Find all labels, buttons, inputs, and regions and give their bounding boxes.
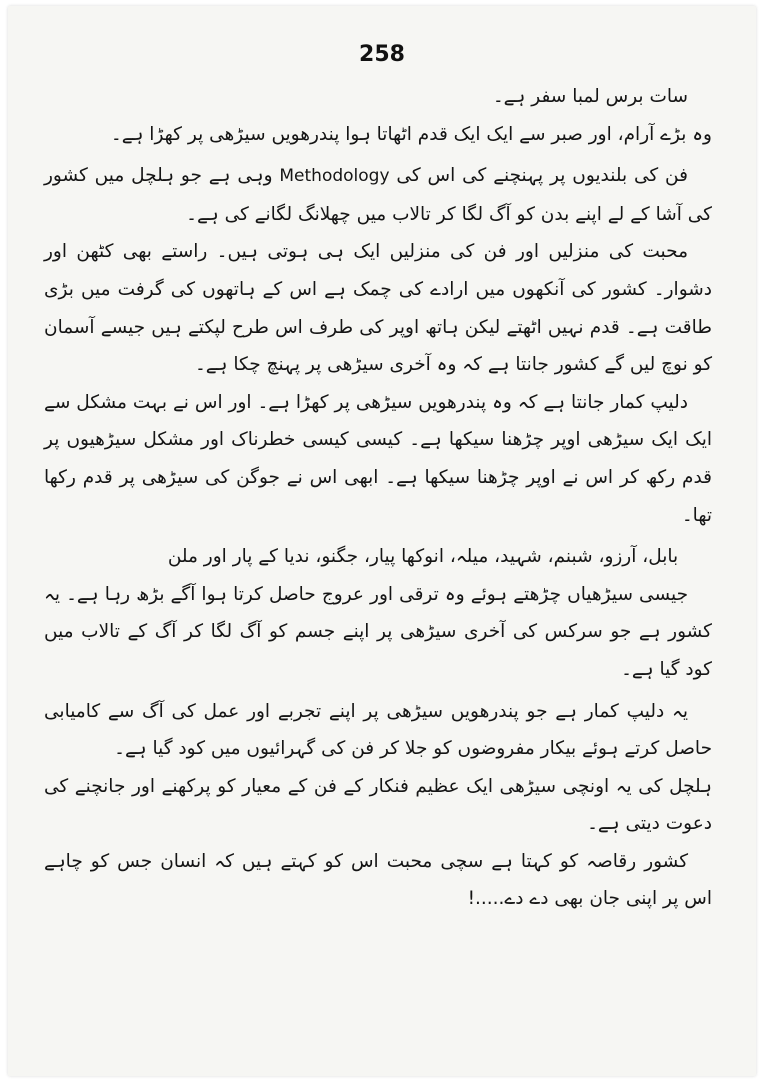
paragraph-1: سات برس لمبا سفر ہے۔ <box>492 86 688 107</box>
paragraph-9: ہلچل کی یہ اونچی سیڑھی ایک عظیم فنکار کے فن کے معیار کو پرکھنے اور جانچنے کی دعوت دیتی ہے۔ <box>44 775 712 835</box>
paragraph-3-part-3: وہی ہے جو ہلچل میں کشور کی آشا کے لے اپنے بدن کو آگ لگا کر تالاب میں چھلانگ لگانے کی ہے۔ <box>44 165 712 225</box>
paragraph-3-part-1: فن کی بلندیوں پر پہنچنے کی اس کی <box>389 165 688 187</box>
paragraph-8: یہ دلیپ کمار ہے جو پندرھویں سیڑھی پر اپنے تجربے اور عمل کی آگ سے کامیابی حاصل کرتے ہوئے بیکار مفروضوں کو جلا کر فن کی گہرائیوں میں کود گیا ہے۔ <box>44 700 712 760</box>
paragraph-10: کشور رقاصہ کو کہتا ہے سچی محبت اس کو کہتے ہیں کہ انسان جس کو چاہے اس پر اپنی جان بھی دے دے.....! <box>44 850 712 910</box>
page-body <box>44 78 712 918</box>
paragraph-7: جیسی سیڑھیاں چڑھتے ہوئے وہ ترقی اور عروج حاصل کرتا ہوا آگے بڑھ رہا ہے۔ یہ کشور ہے جو سرکس کی آخری سیڑھی پر اپنے جسم کو آگ لگا کر آگ کے تالاب میں کود گیا ہے۔ <box>44 583 712 680</box>
paragraph-3 <box>44 157 712 233</box>
paragraph-5: دلیپ کمار جانتا ہے کہ وہ پندرھویں سیڑھی پر کھڑا ہے۔ اور اس نے بہت مشکل سے ایک ایک سیڑھی اوپر چڑھنا سیکھا ہے۔ کیسی کیسی خطرناک اور مشکل سیڑھیوں پر قدم رکھ کر اس نے اوپر چڑھنا سیکھا ہے۔ ابھی اس نے جوگن کی سیڑھی پر قدم رکھا تھا۔ <box>44 391 712 526</box>
film-list: بابل، آرزو، شبنم، شہید، میلہ، انوکھا پیار، جگنو، ندیا کے پار اور ملن <box>167 546 679 568</box>
book-page <box>8 6 756 1076</box>
methodology-term: Methodology <box>279 166 390 187</box>
page-number: 258 <box>359 42 405 67</box>
paragraph-2: وہ بڑے آرام، اور صبر سے ایک ایک قدم اٹھاتا ہوا پندرھویں سیڑھی پر کھڑا ہے۔ <box>110 123 712 145</box>
paragraph-4: محبت کی منزلیں اور فن کی منزلیں ایک ہی ہوتی ہیں۔ راستے بھی کٹھن اور دشوار۔ کشور کی آنکھوں میں ارادے کی چمک ہے اس کے ہاتھوں کی گرفت میں بڑی طاقت ہے۔ قدم نہیں اٹھتے لیکن ہاتھ اوپر کی طرف اس طرح لپکتے ہیں جیسے آسمان کو نوچ لیں گے کشور جانتا ہے کہ وہ آخری سیڑھی پر پہنچ چکا ہے۔ <box>44 241 712 376</box>
